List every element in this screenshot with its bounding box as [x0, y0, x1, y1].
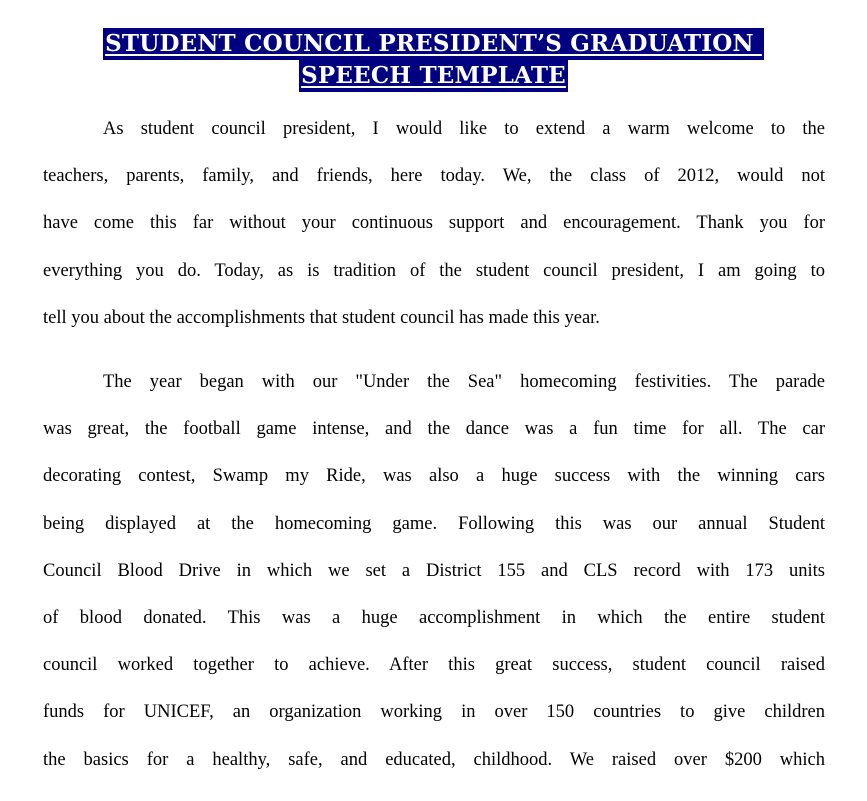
paragraph-welcome	[43, 119, 825, 355]
paragraph-line: As student council president, I would like to extend a warm welcome to the	[103, 119, 825, 139]
paragraph-line: tell you about the accomplishments that student council has made this year.	[43, 307, 600, 328]
title-line-1: STUDENT COUNCIL PRESIDENT’S GRADUATION	[103, 28, 764, 60]
title-line-2: SPEECH TEMPLATE	[299, 60, 568, 92]
paragraph-line: The year began with our "Under the Sea" homecoming festivities. The parade	[103, 372, 825, 392]
paragraph-line: everything you do. Today, as is tradition of the student council president, I am going to	[43, 260, 825, 281]
document-title	[0, 28, 867, 92]
paragraph-line: the basics for a healthy, safe, and educated, childhood. We raised over $200 which	[43, 749, 825, 770]
paragraph-line: was great, the football game intense, and the dance was a fun time for all. The car	[43, 419, 825, 440]
paragraph-line: of blood donated. This was a huge accomplishment in which the entire student	[43, 607, 825, 628]
paragraph-line: Council Blood Drive in which we set a District 155 and CLS record with 173 units	[43, 560, 825, 581]
paragraph-accomplishments	[43, 372, 825, 797]
paragraph-line: being displayed at the homecoming game. Following this was our annual Student	[43, 513, 825, 534]
paragraph-line: decorating contest, Swamp my Ride, was also a huge success with the winning cars	[43, 466, 825, 487]
paragraph-line: council worked together to achieve. After this great success, student council raised	[43, 655, 825, 676]
paragraph-line: funds for UNICEF, an organization working in over 150 countries to give children	[43, 702, 825, 723]
paragraph-line: have come this far without your continuous support and encouragement. Thank you for	[43, 213, 825, 234]
paragraph-line: teachers, parents, family, and friends, here today. We, the class of 2012, would not	[43, 166, 825, 187]
